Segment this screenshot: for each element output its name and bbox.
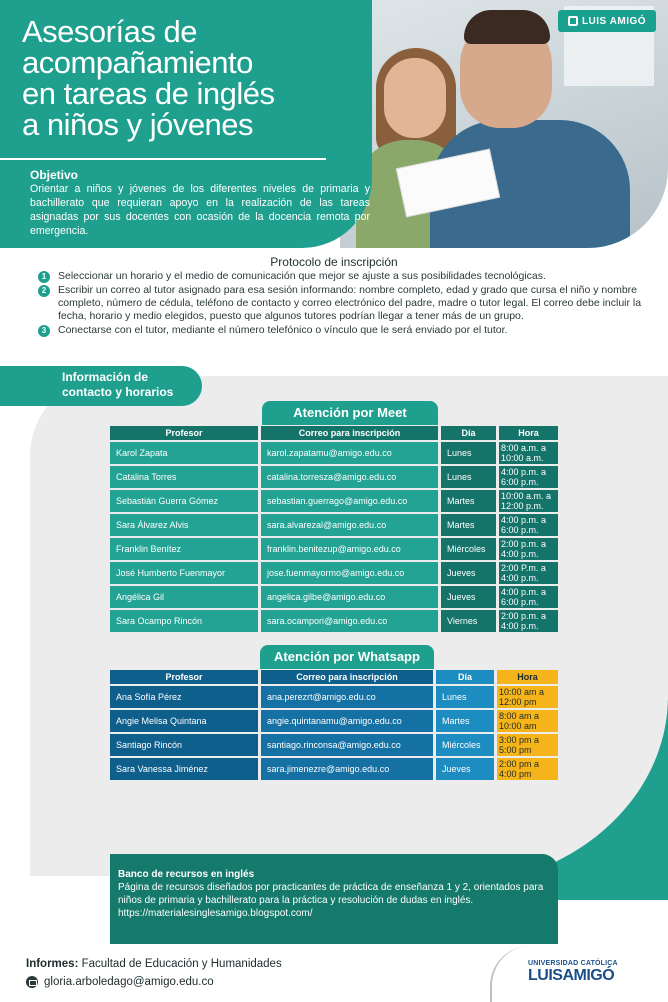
- meet-header-correo: Correo para inscripción: [261, 426, 438, 440]
- meet-cell-correo[interactable]: franklin.benitezup@amigo.edu.co: [261, 538, 438, 560]
- meet-cell-dia: Lunes: [441, 466, 496, 488]
- meet-cell-dia: Martes: [441, 490, 496, 512]
- meet-header-hora: Hora: [499, 426, 558, 440]
- meet-cell-dia: Viernes: [441, 610, 496, 632]
- meet-cell-profesor: Sara Álvarez Alvis: [110, 514, 258, 536]
- protocol-heading: Protocolo de inscripción: [270, 255, 398, 269]
- protocol-step: 1 Seleccionar un horario y el medio de comunicación que mejor se ajuste a sus posibilidades tecnológicas.: [38, 270, 648, 283]
- resource-bank-link[interactable]: https://materialesinglesamigo.blogspot.com/: [118, 908, 313, 919]
- whatsapp-cell-correo[interactable]: sara.jimenezre@amigo.edu.co: [261, 758, 433, 780]
- resource-bank-box: [110, 854, 558, 944]
- step-number-icon: 2: [38, 285, 50, 297]
- whatsapp-cell-dia: Lunes: [436, 686, 494, 708]
- meet-cell-hora: 4:00 p.m. a 6:00 p.m.: [499, 586, 558, 608]
- photo-man-hair: [464, 10, 550, 44]
- meet-cell-correo[interactable]: karol.zapatamu@amigo.edu.co: [261, 442, 438, 464]
- meet-cell-hora: 4:00 p.m. a 6:00 p.m.: [499, 466, 558, 488]
- meet-cell-dia: Jueves: [441, 586, 496, 608]
- whatsapp-cell-profesor: Sara Vanessa Jiménez: [110, 758, 258, 780]
- title-divider: [0, 158, 326, 160]
- objective-heading: Objetivo: [30, 168, 79, 182]
- university-logo-bottom: UNIVERSIDAD CATÓLICA LUISAMIGÓ: [528, 960, 618, 984]
- whatsapp-header-profesor: Profesor: [110, 670, 258, 684]
- step-number-icon: 1: [38, 271, 50, 283]
- whatsapp-header-dia: Día: [436, 670, 494, 684]
- step-number-icon: 3: [38, 325, 50, 337]
- whatsapp-cell-dia: Miércoles: [436, 734, 494, 756]
- whatsapp-cell-profesor: Ana Sofía Pérez: [110, 686, 258, 708]
- meet-cell-hora: 10:00 a.m. a 12:00 p.m.: [499, 490, 558, 512]
- meet-cell-dia: Miércoles: [441, 538, 496, 560]
- meet-header-dia: Día: [441, 426, 496, 440]
- page-title: Asesorías de acompañamiento en tareas de inglés a niños y jóvenes: [22, 14, 275, 142]
- whatsapp-cell-dia: Jueves: [436, 758, 494, 780]
- whatsapp-cell-hora: 3:00 pm a 5:00 pm: [497, 734, 558, 756]
- meet-cell-dia: Jueves: [441, 562, 496, 584]
- logo-mark-icon: [568, 16, 578, 26]
- meet-cell-dia: Martes: [441, 514, 496, 536]
- meet-cell-correo[interactable]: catalina.torresza@amigo.edu.co: [261, 466, 438, 488]
- protocol-step: 2 Escribir un correo al tutor asignado para esa sesión informando: nombre completo, edad y grado que cursa el niño y nombre completo, número de cédula, teléfono de contacto y correo electrónico del padre, madre o tutor legal. El correo debe incluir la fecha, horario y medio elegidos, puesto que algunos tutores podrían llegar a tener más de un grupo.: [38, 284, 648, 323]
- objective-text: Orientar a niños y jóvenes de los diferentes niveles de primaria y bachillerato que requieran apoyo en la realización de las tareas asignadas por sus docentes con ocasión de la docencia remota por emergencia.: [30, 183, 370, 237]
- whatsapp-header-correo: Correo para inscripción: [261, 670, 433, 684]
- whatsapp-section-tab: Atención por Whatsapp: [260, 645, 434, 669]
- whatsapp-cell-profesor: Santiago Rincón: [110, 734, 258, 756]
- hero-banner: [0, 0, 668, 248]
- meet-cell-profesor: Sebastián Guerra Gómez: [110, 490, 258, 512]
- meet-cell-profesor: Karol Zapata: [110, 442, 258, 464]
- photo-girl-face: [384, 58, 446, 138]
- whatsapp-cell-dia: Martes: [436, 710, 494, 732]
- university-logo-top: LUIS AMIGÓ: [558, 10, 656, 32]
- resource-bank-text: Página de recursos diseñados por practicantes de práctica de enseñanza 1 y 2, orientados para niños de primaria y bachillerato para la práctica y resolución de dudas en inglés.: [118, 882, 544, 906]
- whatsapp-cell-profesor: Angie Melisa Quintana: [110, 710, 258, 732]
- meet-cell-hora: 8:00 a.m. a 10:00 a.m.: [499, 442, 558, 464]
- protocol-steps: [38, 270, 648, 338]
- meet-cell-profesor: José Humberto Fuenmayor: [110, 562, 258, 584]
- email-icon: [26, 976, 38, 988]
- meet-cell-hora: 2:00 P.m. a 4:00 p.m.: [499, 562, 558, 584]
- contact-section-label: Información de contacto y horarios: [0, 366, 202, 406]
- footer-informes: Informes: Facultad de Educación y Humanidades: [26, 958, 282, 970]
- whatsapp-cell-correo[interactable]: santiago.rinconsa@amigo.edu.co: [261, 734, 433, 756]
- footer-email[interactable]: gloria.arboledago@amigo.edu.co: [26, 976, 214, 988]
- whatsapp-cell-hora: 2:00 pm a 4:00 pm: [497, 758, 558, 780]
- whatsapp-cell-correo[interactable]: ana.perezrt@amigo.edu.co: [261, 686, 433, 708]
- meet-cell-profesor: Franklin Benítez: [110, 538, 258, 560]
- meet-cell-correo[interactable]: sara.alvarezal@amigo.edu.co: [261, 514, 438, 536]
- hero-photo: [340, 0, 668, 248]
- meet-header-profesor: Profesor: [110, 426, 258, 440]
- meet-cell-correo[interactable]: jose.fuenmayormo@amigo.edu.co: [261, 562, 438, 584]
- meet-cell-hora: 4:00 p.m. a 6:00 p.m.: [499, 514, 558, 536]
- meet-cell-correo[interactable]: angelica.gilbe@amigo.edu.co: [261, 586, 438, 608]
- whatsapp-header-hora: Hora: [497, 670, 558, 684]
- whatsapp-cell-hora: 8:00 am a 10:00 am: [497, 710, 558, 732]
- whatsapp-cell-hora: 10:00 am a 12:00 pm: [497, 686, 558, 708]
- meet-cell-dia: Lunes: [441, 442, 496, 464]
- resource-bank-title: Banco de recursos en inglés: [118, 869, 255, 880]
- meet-cell-profesor: Catalina Torres: [110, 466, 258, 488]
- protocol-step: 3 Conectarse con el tutor, mediante el número telefónico o vínculo que le será enviado por el tutor.: [38, 324, 648, 337]
- meet-cell-correo[interactable]: sara.ocampori@amigo.edu.co: [261, 610, 438, 632]
- meet-cell-profesor: Sara Ocampo Rincón: [110, 610, 258, 632]
- meet-cell-profesor: Angélica Gil: [110, 586, 258, 608]
- meet-cell-hora: 2:00 p.m. a 4:00 p.m.: [499, 538, 558, 560]
- meet-cell-correo[interactable]: sebastian.guerrago@amigo.edu.co: [261, 490, 438, 512]
- meet-section-tab: Atención por Meet: [262, 401, 438, 425]
- whatsapp-cell-correo[interactable]: angie.quintanamu@amigo.edu.co: [261, 710, 433, 732]
- meet-cell-hora: 2:00 p.m. a 4:00 p.m.: [499, 610, 558, 632]
